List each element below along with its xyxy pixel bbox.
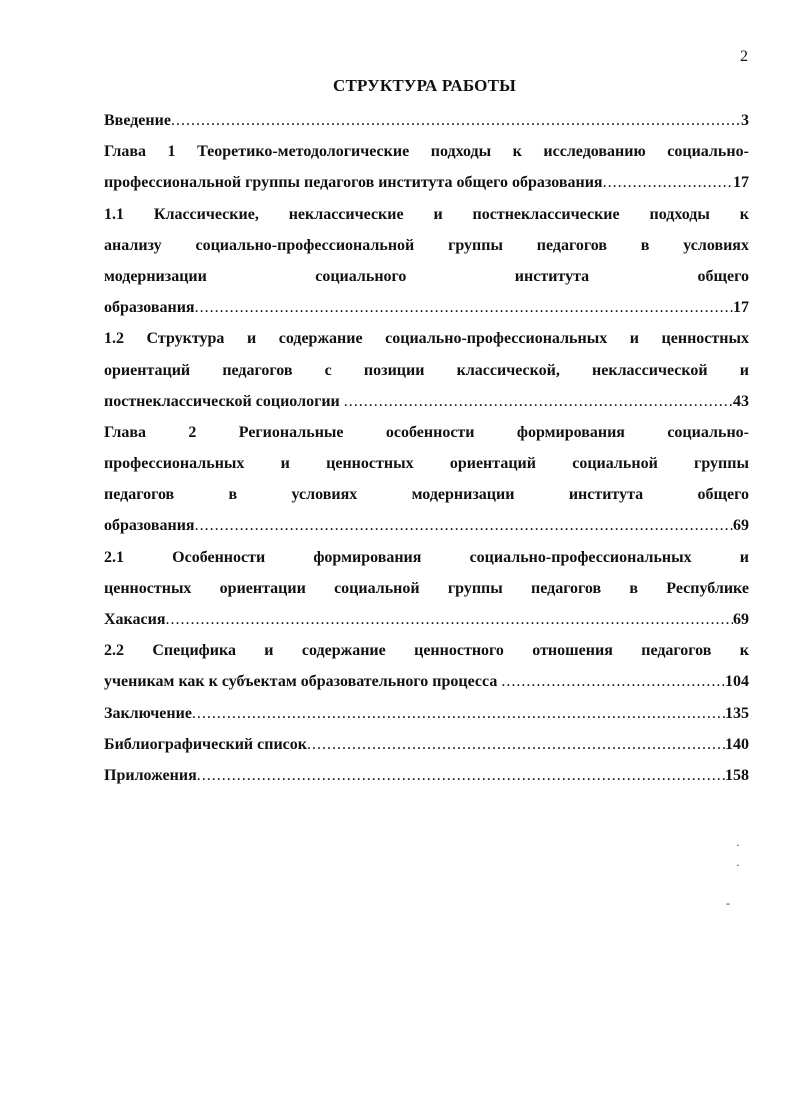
toc-line: [104, 230, 749, 261]
toc-word: института: [514, 267, 590, 285]
toc-word: позиции: [363, 361, 425, 379]
toc-word: 2: [188, 423, 197, 441]
toc-word: 1: [167, 143, 176, 161]
scan-mark: ·: [736, 858, 740, 872]
toc-line: [104, 479, 749, 510]
toc-page-number: 17: [733, 299, 749, 317]
toc-entry: [104, 760, 749, 791]
toc-entry-title: постнеклассической социологии: [104, 392, 344, 410]
toc-entry: [104, 635, 749, 697]
scan-mark: ·: [736, 838, 740, 852]
dot-leader: [195, 292, 733, 323]
toc-word: группы: [694, 455, 749, 473]
page-number: 2: [740, 48, 748, 65]
toc-word: группы: [447, 579, 503, 597]
toc-line: [104, 261, 749, 292]
toc-word: Региональные: [238, 423, 344, 441]
toc-word: подходы: [430, 143, 492, 161]
toc-entry: [104, 729, 749, 760]
toc-line: [104, 448, 749, 479]
toc-word: особенности: [385, 423, 475, 441]
toc-line: [104, 760, 749, 791]
toc-entry-title: Библиографический список: [104, 735, 307, 753]
dot-leader: [603, 167, 733, 198]
toc-line: [104, 635, 749, 666]
toc-entry-title: образования: [104, 299, 195, 317]
toc-word: социально-профессиональной: [195, 236, 415, 254]
toc-word: ценностного: [414, 642, 504, 660]
toc-word: с: [324, 361, 332, 379]
toc-word: педагогов: [536, 236, 607, 254]
toc-word: ориентации: [219, 579, 306, 597]
toc-line: [104, 666, 749, 697]
toc-word: неклассические: [288, 205, 404, 223]
table-of-contents: [104, 105, 749, 791]
toc-line: [104, 386, 749, 417]
toc-word: содержание: [301, 642, 386, 660]
toc-line: [104, 604, 749, 635]
toc-page-number: 69: [733, 517, 749, 535]
toc-entry: [104, 323, 749, 417]
toc-word: 1.1: [104, 205, 124, 223]
toc-word: в: [629, 579, 639, 597]
toc-entry: [104, 199, 749, 324]
toc-word: и: [739, 361, 749, 379]
dot-leader: [192, 698, 725, 729]
toc-word: подходы: [649, 205, 710, 223]
toc-line: [104, 105, 749, 136]
toc-entry-title: профессиональной группы педагогов института общего образования: [104, 174, 603, 192]
toc-word: Республике: [666, 579, 749, 597]
toc-entry-title: Заключение: [104, 704, 192, 722]
toc-word: модернизации: [104, 267, 207, 285]
toc-line: [104, 355, 749, 386]
toc-page-number: 43: [733, 392, 749, 410]
toc-line: [104, 729, 749, 760]
toc-word: формирования: [516, 423, 625, 441]
toc-entry: [104, 698, 749, 729]
toc-word: института: [568, 486, 644, 504]
toc-entry-title: Введение: [104, 112, 171, 129]
toc-word: и: [629, 330, 639, 348]
toc-word: Особенности: [172, 548, 266, 566]
toc-word: группы: [448, 236, 503, 254]
toc-word: Глава: [104, 143, 146, 161]
toc-entry-title: ученикам как к субъектам образовательного процесса: [104, 673, 502, 691]
dot-leader: [197, 760, 725, 791]
toc-word: Специфика: [152, 642, 236, 660]
dot-leader: [195, 510, 733, 541]
toc-word: Классические,: [153, 205, 259, 223]
dot-leader: [166, 604, 733, 635]
toc-word: модернизации: [411, 486, 515, 504]
toc-word: социально-: [667, 143, 749, 161]
toc-word: Глава: [104, 423, 146, 441]
toc-word: педагогов: [530, 579, 602, 597]
toc-word: педагогов: [641, 642, 712, 660]
toc-word: условиях: [291, 486, 358, 504]
toc-page-number: 135: [725, 704, 749, 722]
toc-word: педагогов: [104, 486, 175, 504]
toc-entry-title: Приложения: [104, 766, 197, 784]
toc-word: социально-: [667, 423, 749, 441]
toc-word: социальной: [572, 455, 658, 473]
toc-page-number: 17: [733, 174, 749, 192]
toc-page-number: 104: [725, 673, 749, 691]
toc-entry: [104, 105, 749, 136]
toc-word: ценностных: [326, 455, 414, 473]
toc-word: к: [739, 205, 749, 223]
dot-leader: [344, 386, 733, 417]
toc-word: Структура: [146, 330, 225, 348]
toc-word: неклассической: [592, 361, 708, 379]
toc-word: социальной: [334, 579, 420, 597]
toc-word: формирования: [313, 548, 422, 566]
toc-entry: [104, 136, 749, 198]
toc-word: и: [246, 330, 257, 348]
toc-line: [104, 698, 749, 729]
toc-word: анализу: [104, 236, 162, 254]
toc-word: 2.1: [104, 548, 124, 566]
toc-word: ориентаций: [449, 455, 536, 473]
toc-word: социально-профессиональных: [385, 330, 608, 348]
toc-word: в: [640, 236, 650, 254]
toc-word: общего: [697, 486, 749, 504]
toc-word: условиях: [683, 236, 749, 254]
toc-line: [104, 417, 749, 448]
toc-word: и: [433, 205, 443, 223]
toc-word: 2.2: [104, 642, 124, 660]
page-title: СТРУКТУРА РАБОТЫ: [333, 76, 516, 95]
toc-word: постнеклассические: [472, 205, 620, 223]
toc-word: и: [264, 642, 274, 660]
toc-word: классической,: [456, 361, 560, 379]
toc-word: общего: [697, 267, 749, 285]
toc-word: исследованию: [543, 143, 646, 161]
toc-line: [104, 292, 749, 323]
toc-word: социально-профессиональных: [469, 548, 692, 566]
toc-word: ценностных: [661, 330, 749, 348]
dot-leader: [307, 729, 725, 760]
toc-line: [104, 136, 749, 167]
toc-word: ценностных: [104, 579, 192, 597]
toc-word: содержание: [278, 330, 363, 348]
toc-word: и: [739, 548, 749, 566]
toc-line: [104, 573, 749, 604]
toc-word: и: [280, 455, 290, 473]
toc-line: [104, 510, 749, 541]
toc-page-number: 158: [725, 766, 749, 784]
toc-line: [104, 323, 749, 354]
toc-entry: [104, 542, 749, 636]
toc-word: к: [739, 642, 749, 660]
toc-word: профессиональных: [104, 455, 245, 473]
toc-line: [104, 542, 749, 573]
toc-word: отношения: [532, 642, 613, 660]
toc-word: Теоретико-методологические: [197, 143, 410, 161]
toc-word: 1.2: [104, 330, 124, 348]
toc-entry: [104, 417, 749, 542]
toc-line: [104, 199, 749, 230]
toc-word: к: [512, 143, 522, 161]
toc-word: в: [228, 486, 238, 504]
scan-mark: -: [726, 896, 730, 910]
toc-line: [104, 167, 749, 198]
toc-word: социального: [315, 267, 407, 285]
toc-page-number: 69: [733, 611, 749, 628]
toc-word: ориентаций: [104, 361, 191, 379]
toc-entry-title: Хакасия: [104, 611, 166, 628]
dot-leader: [171, 105, 741, 136]
toc-page-number: 3: [741, 112, 749, 129]
dot-leader: [501, 666, 725, 697]
toc-page-number: 140: [725, 735, 749, 753]
toc-word: педагогов: [222, 361, 293, 379]
toc-entry-title: образования: [104, 517, 195, 535]
